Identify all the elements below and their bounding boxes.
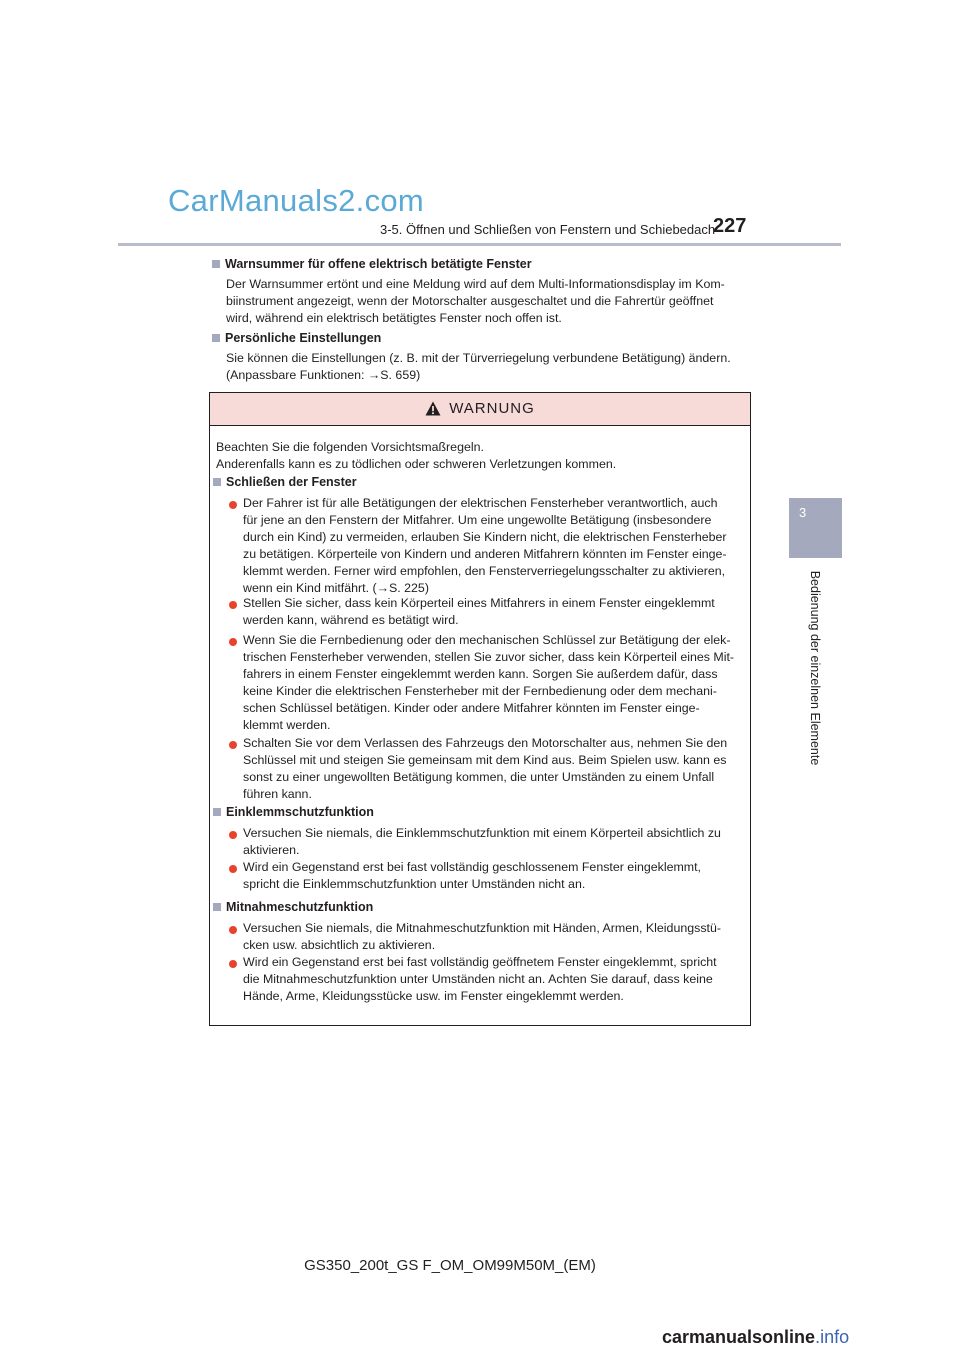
group-heading-text: Schließen der Fenster [226,475,357,489]
chapter-label-container [808,568,822,768]
text-line: zu betätigen. Körperteile von Kindern und anderen Mitfahrern könnten im Fenster einge- [243,547,727,561]
warning-box [209,392,751,1026]
bullet-dot-icon [229,926,237,934]
text-line: klemmt werden. [243,718,331,732]
text-line: klemmt werden. Ferner wird empfohlen, den Fensterverriegelungsschalter zu aktivieren, [243,564,726,578]
text-line: Beachten Sie die folgenden Vorsichtsmaßregeln. [216,440,484,454]
warning-bullet-item [243,495,744,597]
section-title: 3-5. Öffnen und Schließen von Fenstern und Schiebedach [380,222,716,237]
warning-bullet-item [243,825,744,859]
footer-model-code [0,1257,960,1274]
text-line: aktivieren. [243,843,300,857]
chapter-number: 3 [799,505,807,520]
text-line: Der Fahrer ist für alle Betätigungen der elektrischen Fensterheber verantwortlich, auch [243,496,718,510]
bullet-dot-icon [229,960,237,968]
section-heading-text: Persönliche Einstellungen [225,331,382,345]
text-line: cken usw. absichtlich zu aktivieren. [243,938,436,952]
text-line: führen kann. [243,787,312,801]
warning-bullet-item [243,632,744,734]
chapter-tab[interactable] [789,498,842,558]
bullet-dot-icon [229,741,237,749]
text-line: Wird ein Gegenstand erst bei fast vollständig geöffnetem Fenster eingeklemmt, spricht [243,955,717,969]
page-number: 227 [713,215,747,237]
section-heading [212,331,381,345]
text-line: biinstrument angezeigt, wenn der Motorschalter ausgeschaltet und die Fahrertür geöffnet [226,294,714,308]
text-line: (Anpassbare Funktionen: →S. 659) [226,368,421,382]
bullet-dot-icon [229,638,237,646]
text-line: Schalten Sie vor dem Verlassen des Fahrzeugs den Motorschalter aus, nehmen Sie den [243,736,728,750]
text-line: Wenn Sie die Fernbedienung oder den mechanischen Schlüssel zur Betätigung der elek- [243,633,731,647]
group-heading-text: Einklemmschutzfunktion [226,805,374,819]
square-bullet-icon [213,478,221,486]
warning-bullet-item [243,859,744,893]
header-divider [118,243,841,246]
warning-group-heading [213,805,374,819]
bullet-dot-icon [229,865,237,873]
section-body [226,276,744,327]
text-line: schen Schlüssel betätigen. Kinder oder andere Mitfahrer könnten im Fenster einge- [243,701,700,715]
warning-bullet-item [243,595,744,629]
text-line: die Mitnahmeschutzfunktion unter Umständen nicht an. Achten Sie darauf, dass keine [243,972,713,986]
warning-bullet-item [243,920,744,954]
section-heading [212,257,532,271]
warning-intro [216,439,744,473]
text-line: Der Warnsummer ertönt und eine Meldung wird auf dem Multi-Informationsdisplay im Kom- [226,277,725,291]
text-line: werden kann, während es betätigt wird. [243,613,459,627]
text-line: durch ein Kind) zu vermeiden, erlauben Sie Kindern nicht, die elektrischen Fensterheber [243,530,727,544]
square-bullet-icon [212,334,220,342]
text-line: Stellen Sie sicher, dass kein Körperteil eines Mitfahrers in einem Fenster eingeklemmt [243,596,715,610]
warning-title-text: WARNUNG [449,400,535,417]
warning-group-heading [213,900,373,914]
chapter-label: Bedienung der einzelnen Elemente [808,570,822,766]
text-line: spricht die Einklemmschutzfunktion unter Umständen nicht an. [243,877,586,891]
square-bullet-icon [213,808,221,816]
section-heading-text: Warnsummer für offene elektrisch betätigte Fenster [225,257,532,271]
text-line: Wird ein Gegenstand erst bei fast vollständig geschlossenem Fenster eingeklemmt, [243,860,701,874]
warning-bullet-item [243,735,744,803]
text-line: fahrers in einem Fenster eingeklemmt werden kann. Sorgen Sie außerdem dafür, dass [243,667,718,681]
model-code-text: GS350_200t_GS F_OM_OM99M50M_(EM) [304,1257,596,1274]
square-bullet-icon [212,260,220,268]
square-bullet-icon [213,903,221,911]
bullet-dot-icon [229,501,237,509]
text-line: sonst zu einer ungewollten Betätigung kommen, die unter Umständen zu einem Unfall [243,770,715,784]
warning-bullet-item [243,954,744,1005]
text-line: Anderenfalls kann es zu tödlichen oder schweren Verletzungen kommen. [216,457,617,471]
text-line: wenn ein Kind mitfährt. (→S. 225) [243,581,429,595]
text-line: für jene an den Fenstern der Mitfahrer. Um eine ungewollte Betätigung (insbesondere [243,513,712,527]
text-line: Schlüssel mit und steigen Sie gemeinsam mit dem Kind aus. Beim Spielen usw. kann es [243,753,727,767]
warning-triangle-icon [425,401,441,416]
site-logo-tail: .info [815,1327,850,1347]
warning-group-heading [213,475,357,489]
text-line: wird, während ein elektrisch betätigtes Fenster noch offen ist. [226,311,562,325]
site-logo-main: carmanualsonline [662,1327,816,1347]
site-logo[interactable] [662,1327,849,1348]
bullet-dot-icon [229,831,237,839]
text-line: Versuchen Sie niemals, die Einklemmschutzfunktion mit einem Körperteil absichtlich zu [243,826,721,840]
text-line: Sie können die Einstellungen (z. B. mit der Türverriegelung verbundene Betätigung) ändern. [226,351,731,365]
group-heading-text: Mitnahmeschutzfunktion [226,900,374,914]
text-line: Versuchen Sie niemals, die Mitnahmeschutzfunktion mit Händen, Armen, Kleidungsstü- [243,921,721,935]
text-line: Hände, Arme, Kleidungsstücke usw. im Fenster eingeklemmt werden. [243,989,624,1003]
text-line: keine Kinder die elektrischen Fensterheber mit der Fernbedienung oder dem mechani- [243,684,717,698]
warning-title [210,393,750,425]
watermark-logo: CarManuals2.com [168,183,425,218]
text-line: trischen Fensterheber verwenden, stellen Sie zuvor sicher, dass kein Körperteil eines Mit- [243,650,735,664]
section-body [226,350,744,384]
bullet-dot-icon [229,601,237,609]
